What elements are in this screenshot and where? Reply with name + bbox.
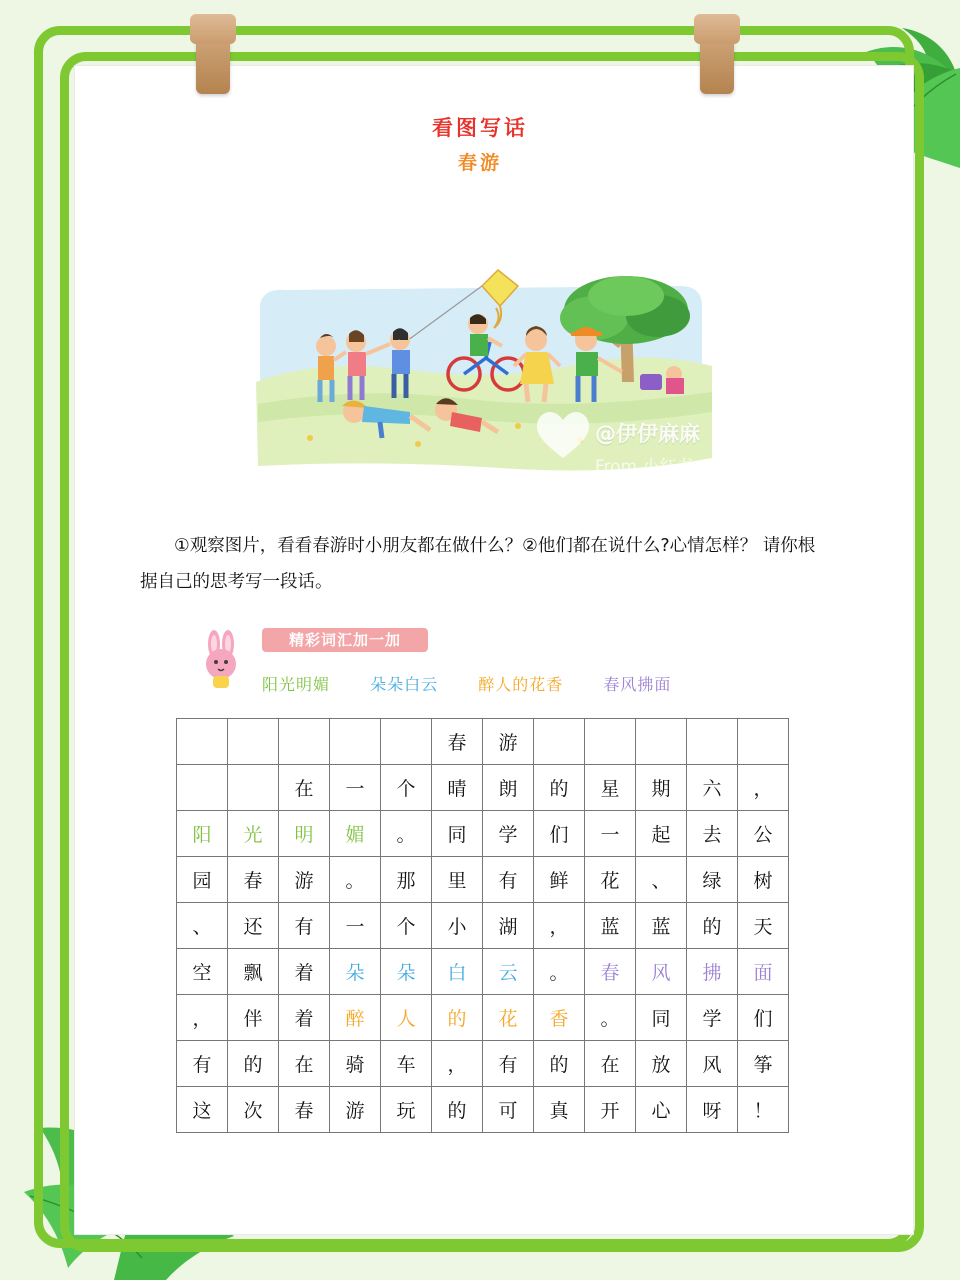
grid-cell[interactable]: 的	[228, 1041, 279, 1087]
grid-cell[interactable]: 同	[432, 811, 483, 857]
grid-cell[interactable]: 蓝	[636, 903, 687, 949]
bunny-icon	[196, 628, 248, 690]
grid-cell[interactable]: 朗	[483, 765, 534, 811]
grid-cell[interactable]: 一	[330, 903, 381, 949]
vocabulary-word-list	[262, 672, 782, 695]
grid-cell[interactable]: 绿	[687, 857, 738, 903]
grid-row	[177, 1087, 789, 1133]
paper-clip-left	[196, 20, 230, 94]
grid-cell[interactable]: 开	[585, 1087, 636, 1133]
grid-row	[177, 811, 789, 857]
grid-cell[interactable]: 骑	[330, 1041, 381, 1087]
grid-cell[interactable]: 、	[636, 857, 687, 903]
grid-cell[interactable]: 有	[483, 1041, 534, 1087]
grid-cell[interactable]: 湖	[483, 903, 534, 949]
grid-cell[interactable]: 公	[738, 811, 789, 857]
grid-cell[interactable]: 小	[432, 903, 483, 949]
grid-cell[interactable]: 个	[381, 765, 432, 811]
grid-cell[interactable]: 学	[483, 811, 534, 857]
grid-cell[interactable]: 学	[687, 995, 738, 1041]
grid-cell[interactable]: 去	[687, 811, 738, 857]
grid-cell[interactable]: 空	[177, 949, 228, 995]
grid-cell[interactable]: 在	[585, 1041, 636, 1087]
paper-clip-right	[700, 20, 734, 94]
vocabulary-banner-label: 精彩词汇加一加	[288, 631, 401, 649]
grid-cell[interactable]	[585, 719, 636, 765]
grid-cell[interactable]: 六	[687, 765, 738, 811]
grid-cell[interactable]: 着	[279, 949, 330, 995]
grid-cell[interactable]: 的	[687, 903, 738, 949]
grid-cell[interactable]: 有	[279, 903, 330, 949]
grid-row	[177, 949, 789, 995]
grid-cell[interactable]: 可	[483, 1087, 534, 1133]
grid-cell[interactable]: 们	[738, 995, 789, 1041]
grid-cell[interactable]: 呀	[687, 1087, 738, 1133]
composition-grid	[176, 718, 789, 1133]
grid-cell[interactable]: 明	[279, 811, 330, 857]
grid-cell[interactable]: 晴	[432, 765, 483, 811]
grid-cell[interactable]: 春	[279, 1087, 330, 1133]
grid-cell[interactable]: 风	[636, 949, 687, 995]
grid-cell[interactable]: ！	[738, 1087, 789, 1133]
grid-cell[interactable]: 蓝	[585, 903, 636, 949]
grid-cell[interactable]: 光	[228, 811, 279, 857]
grid-cell[interactable]: 朵	[381, 949, 432, 995]
grid-cell[interactable]: ，	[738, 765, 789, 811]
grid-cell[interactable]: 云	[483, 949, 534, 995]
grid-cell[interactable]: 里	[432, 857, 483, 903]
grid-cell[interactable]	[687, 719, 738, 765]
grid-cell[interactable]	[177, 765, 228, 811]
grid-cell[interactable]: 的	[432, 995, 483, 1041]
grid-cell[interactable]: 媚	[330, 811, 381, 857]
grid-cell[interactable]: 在	[279, 1041, 330, 1087]
grid-cell[interactable]: ，	[534, 903, 585, 949]
grid-cell[interactable]: 。	[585, 995, 636, 1041]
grid-cell[interactable]: 春	[585, 949, 636, 995]
grid-cell[interactable]: 着	[279, 995, 330, 1041]
grid-cell[interactable]: 期	[636, 765, 687, 811]
grid-cell[interactable]: 、	[177, 903, 228, 949]
grid-cell[interactable]: 这	[177, 1087, 228, 1133]
grid-cell[interactable]	[279, 719, 330, 765]
grid-cell[interactable]	[177, 719, 228, 765]
watermark-source: From 小红书	[595, 457, 694, 477]
grid-cell[interactable]: 心	[636, 1087, 687, 1133]
grid-cell[interactable]: 真	[534, 1087, 585, 1133]
grid-cell[interactable]: 拂	[687, 949, 738, 995]
grid-cell[interactable]: 香	[534, 995, 585, 1041]
grid-row	[177, 719, 789, 765]
grid-cell[interactable]	[330, 719, 381, 765]
grid-cell[interactable]: 花	[585, 857, 636, 903]
vocabulary-word: 春风拂面	[603, 675, 672, 694]
grid-cell[interactable]	[381, 719, 432, 765]
grid-cell[interactable]: 。	[534, 949, 585, 995]
grid-cell[interactable]: 春	[228, 857, 279, 903]
grid-cell[interactable]: 醉	[330, 995, 381, 1041]
grid-cell[interactable]: 花	[483, 995, 534, 1041]
grid-cell[interactable]: 起	[636, 811, 687, 857]
grid-cell[interactable]: 面	[738, 949, 789, 995]
composition-grid-table	[176, 718, 789, 1133]
grid-row	[177, 857, 789, 903]
grid-cell[interactable]	[228, 765, 279, 811]
grid-cell[interactable]: 春	[432, 719, 483, 765]
page-title: 看图写话	[432, 116, 528, 140]
grid-cell[interactable]: 有	[177, 1041, 228, 1087]
grid-cell[interactable]: 同	[636, 995, 687, 1041]
grid-cell[interactable]: 人	[381, 995, 432, 1041]
grid-cell[interactable]: 阳	[177, 811, 228, 857]
writing-prompt: ①观察图片，看看春游时小朋友都在做什么？②他们都在说什么?心情怎样？ 请你根据自己的思考写一段话。	[140, 536, 816, 592]
vocabulary-word: 醉人的花香	[478, 675, 564, 694]
grid-cell[interactable]: 的	[432, 1087, 483, 1133]
grid-row	[177, 995, 789, 1041]
grid-cell[interactable]: 鲜	[534, 857, 585, 903]
grid-cell[interactable]: 玩	[381, 1087, 432, 1133]
grid-cell[interactable]	[534, 719, 585, 765]
grid-cell[interactable]: 次	[228, 1087, 279, 1133]
grid-cell[interactable]: 游	[279, 857, 330, 903]
grid-cell[interactable]	[738, 719, 789, 765]
grid-cell[interactable]	[636, 719, 687, 765]
heart-icon	[535, 410, 591, 462]
grid-cell[interactable]: 。	[381, 811, 432, 857]
grid-cell[interactable]: 还	[228, 903, 279, 949]
grid-cell[interactable]: 筝	[738, 1041, 789, 1087]
grid-cell[interactable]: 一	[585, 811, 636, 857]
grid-cell[interactable]: 飘	[228, 949, 279, 995]
grid-row	[177, 903, 789, 949]
grid-cell[interactable]: 游	[330, 1087, 381, 1133]
grid-cell[interactable]: 朵	[330, 949, 381, 995]
grid-cell[interactable]: 那	[381, 857, 432, 903]
grid-cell[interactable]: 风	[687, 1041, 738, 1087]
grid-cell[interactable]: 车	[381, 1041, 432, 1087]
grid-cell[interactable]: 树	[738, 857, 789, 903]
grid-cell[interactable]: 个	[381, 903, 432, 949]
grid-cell[interactable]: 白	[432, 949, 483, 995]
grid-cell[interactable]: 在	[279, 765, 330, 811]
grid-cell[interactable]: 游	[483, 719, 534, 765]
grid-cell[interactable]: 园	[177, 857, 228, 903]
page-subtitle: 春游	[457, 152, 502, 174]
grid-cell[interactable]: ，	[432, 1041, 483, 1087]
grid-row	[177, 1041, 789, 1087]
grid-cell[interactable]: 一	[330, 765, 381, 811]
grid-cell[interactable]: ，	[177, 995, 228, 1041]
watermark-account: @伊伊麻麻	[595, 422, 700, 446]
grid-row	[177, 765, 789, 811]
grid-cell[interactable]: 。	[330, 857, 381, 903]
grid-cell[interactable]: 星	[585, 765, 636, 811]
grid-cell[interactable]: 有	[483, 857, 534, 903]
grid-cell[interactable]	[228, 719, 279, 765]
grid-cell[interactable]: 天	[738, 903, 789, 949]
grid-cell[interactable]: 的	[534, 1041, 585, 1087]
vocabulary-word: 阳光明媚	[262, 675, 331, 694]
grid-cell[interactable]: 们	[534, 811, 585, 857]
vocabulary-word: 朵朵白云	[370, 675, 439, 694]
grid-cell[interactable]: 伴	[228, 995, 279, 1041]
grid-cell[interactable]: 的	[534, 765, 585, 811]
grid-cell[interactable]: 放	[636, 1041, 687, 1087]
